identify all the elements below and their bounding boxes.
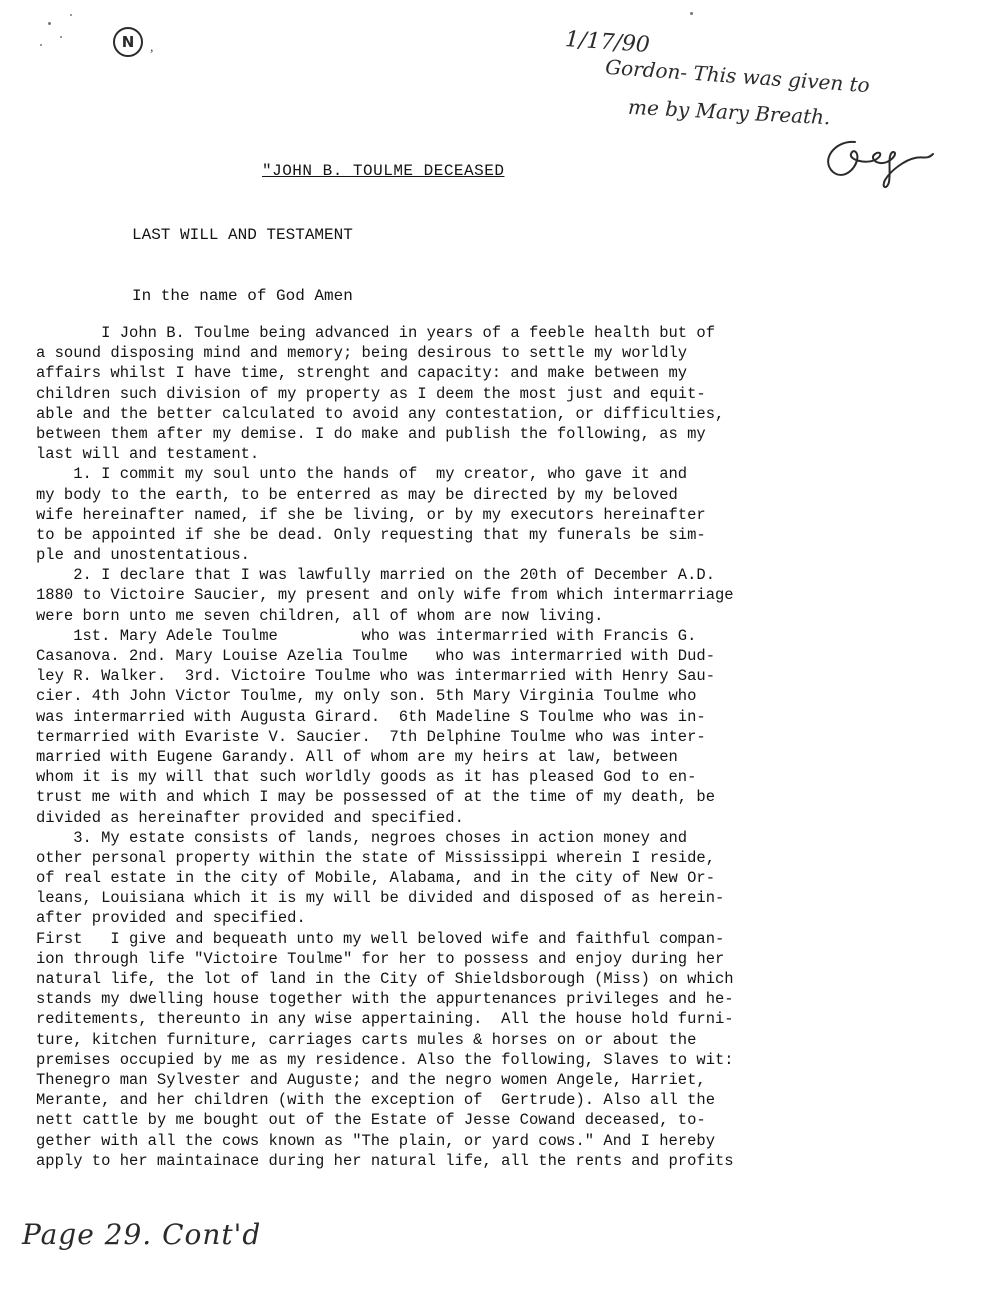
ink-speck — [60, 36, 62, 38]
text-line: were born unto me seven children, all of whom are now living. — [36, 606, 604, 625]
text-line: between them after my demise. I do make and publish the following, as my — [36, 424, 706, 443]
text-line: other personal property within the state of Mississippi wherein I reside, — [36, 848, 716, 867]
text-line: a sound disposing mind and memory; being desirous to settle my worldly — [36, 344, 688, 363]
handwritten-note-line1: Gordon- This was given to — [604, 54, 871, 98]
text-line: to be appointed if she be dead. Only requesting that my funerals be sim- — [36, 525, 706, 544]
text-line: wife hereinafter named, if she be living, or by my executors hereinafter — [36, 505, 706, 524]
text-line: Thenegro man Sylvester and Auguste; and the negro women Angele, Harriet, — [36, 1070, 706, 1089]
text-line: affairs whilst I have time, strenght and capacity: and make between my — [36, 364, 688, 383]
text-line: natural life, the lot of land in the City of Shieldsborough (Miss) on which — [36, 970, 734, 988]
text-line: I John B. Toulme being advanced in years of a feeble health but of — [36, 324, 716, 342]
ink-speck — [48, 22, 51, 25]
text-line: ion through life "Victoire Toulme" for her to possess and enjoy during her — [36, 949, 725, 968]
text-line: leans, Louisiana which it is my will be divided and disposed of as herein- — [36, 889, 725, 908]
text-line: nett cattle by me bought out of the Estate of Jesse Cowand deceased, to- — [36, 1111, 706, 1130]
text-line: Merante, and her children (with the exception of Gertrude). Also all the — [36, 1091, 716, 1110]
text-line: 1. I commit my soul unto the hands of my creator, who gave it and — [36, 465, 688, 484]
text-line: trust me with and which I may be possessed of at the time of my death, be — [36, 788, 716, 807]
text-line: able and the better calculated to avoid any contestation, or difficulties, — [36, 404, 725, 423]
invocation-line: In the name of God Amen — [132, 287, 353, 305]
handwritten-footer-note: Page 29. Cont'd — [22, 1218, 262, 1251]
text-line: 3. My estate consists of lands, negroes choses in action money and — [36, 828, 688, 847]
text-line: premises occupied by me as my residence. Also the following, Slaves to wit: — [36, 1050, 734, 1069]
circled-mark: N — [113, 27, 143, 57]
text-line: whom it is my will that such worldly goods as it has pleased God to en- — [36, 768, 697, 787]
text-line: cier. 4th John Victor Toulme, my only son. 5th Mary Virginia Toulme who — [36, 687, 697, 706]
ink-speck — [690, 12, 693, 15]
text-line: stands my dwelling house together with the appurtenances privileges and he- — [36, 990, 734, 1009]
text-line: reditements, thereunto in any wise appertaining. All the house hold furni- — [36, 1010, 734, 1029]
ink-speck — [70, 14, 72, 16]
text-line: gether with all the cows known as "The plain, or yard cows." And I hereby — [36, 1131, 716, 1150]
handwritten-date: 1/17/90 — [564, 27, 651, 58]
document-heading: "JOHN B. TOULME DECEASED — [262, 162, 505, 180]
text-line: termarried with Evariste V. Saucier. 7th Delphine Toulme who was inter- — [36, 727, 706, 746]
text-line: children such division of my property as I deem the most just and equit- — [36, 384, 706, 403]
text-line: apply to her maintainace during her natural life, all the rents and profits — [36, 1151, 734, 1170]
stray-mark: , — [150, 40, 154, 55]
text-line: was intermarried with Augusta Girard. 6th Madeline S Toulme who was in- — [36, 707, 706, 726]
text-line: 1880 to Victoire Saucier, my present and only wife from which intermarriage — [36, 586, 734, 605]
text-line: my body to the earth, to be enterred as may be directed by my beloved — [36, 485, 678, 504]
text-line: First I give and bequeath unto my well beloved wife and faithful compan- — [36, 929, 725, 948]
text-line: after provided and specified. — [36, 909, 306, 928]
text-line: last will and testament. — [36, 445, 260, 464]
text-line: ture, kitchen furniture, carriages carts mules & horses on or about the — [36, 1030, 697, 1049]
handwritten-note-line2: me by Mary Breath. — [627, 94, 832, 130]
document-subheading: LAST WILL AND TESTAMENT — [132, 226, 353, 244]
text-line: 2. I declare that I was lawfully married on the 20th of December A.D. — [36, 566, 716, 585]
text-line: ple and unostentatious. — [36, 546, 250, 565]
handwritten-signature — [815, 130, 945, 192]
text-line: 1st. Mary Adele Toulme who was intermarried with Francis G. — [36, 626, 697, 645]
text-line: of real estate in the city of Mobile, Alabama, and in the city of New Or- — [36, 869, 716, 888]
will-body-text — [36, 323, 734, 1171]
text-line: ley R. Walker. 3rd. Victoire Toulme who was intermarried with Henry Sau- — [36, 667, 716, 686]
text-line: divided as hereinafter provided and specified. — [36, 808, 464, 827]
text-line: Casanova. 2nd. Mary Louise Azelia Toulme who was intermarried with Dud- — [36, 647, 716, 665]
text-line: married with Eugene Garandy. All of whom are my heirs at law, between — [36, 747, 678, 766]
ink-speck — [40, 44, 42, 46]
